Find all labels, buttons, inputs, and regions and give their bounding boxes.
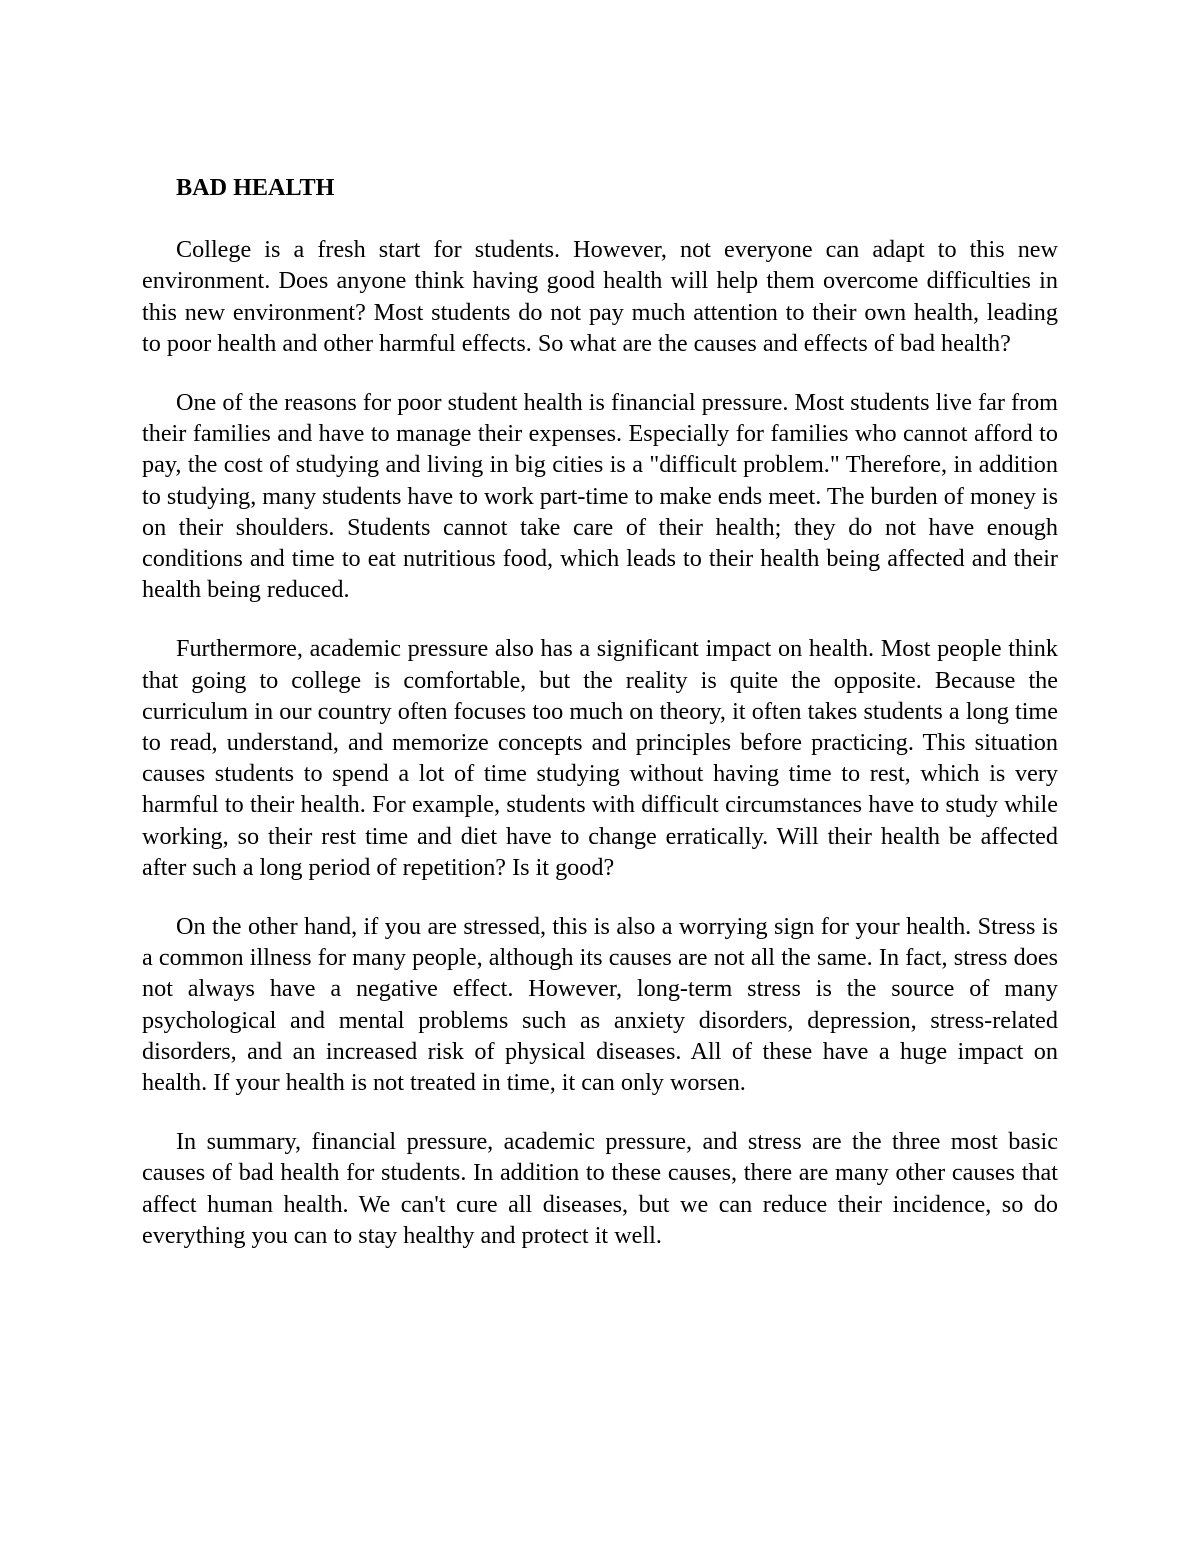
- paragraph-stress: On the other hand, if you are stressed, this is also a worrying sign for your health. Stress is a common illness for many people, although its causes are not all the same. In fact, stress does not always have a negative effect. However, long-term stress is the source of many psychological and mental problems such as anxiety disorders, depression, stress-related disorders, and an increased risk of physical diseases. All of these have a huge impact on health. If your health is not treated in time, it can only worsen.: [142, 913, 1058, 1097]
- paragraph-summary: In summary, financial pressure, academic pressure, and stress are the three most basic causes of bad health for students. In addition to these causes, there are many other causes that affect human health. We can't cure all diseases, but we can reduce their incidence, so do everything you can to stay healthy and protect it well.: [142, 1128, 1058, 1249]
- paragraph-financial-pressure: One of the reasons for poor student health is financial pressure. Most students live far from their families and have to manage their expenses. Especially for families who cannot afford to pay, the cost of studying and living in big cities is a "difficult problem." Therefore, in addition to studying, many students have to work part-time to make ends meet. The burden of money is on their shoulders. Students cannot take care of their health; they do not have enough conditions and time to eat nutritious food, which leads to their health being affected and their health being reduced.: [142, 389, 1058, 604]
- paragraph-introduction: College is a fresh start for students. However, not everyone can adapt to this new environment. Does anyone think having good health will help them overcome difficulties in this new environment? Most students do not pay much attention to their own health, leading to poor health and other harmful effects. So what are the causes and effects of bad health?: [142, 236, 1058, 357]
- document-body: [142, 172, 1058, 1279]
- document-title: BAD HEALTH: [176, 174, 335, 201]
- paragraph-academic-pressure: Furthermore, academic pressure also has a significant impact on health. Most people think that going to college is comfortable, but the reality is quite the opposite. Because the curriculum in our country often focuses too much on theory, it often takes students a long time to read, understand, and memorize concepts and principles before practicing. This situation causes students to spend a lot of time studying without having time to rest, which is very harmful to their health. For example, students with difficult circumstances have to study while working, so their rest time and diet have to change erratically. Will their health be affected after such a long period of repetition? Is it good?: [142, 635, 1058, 881]
